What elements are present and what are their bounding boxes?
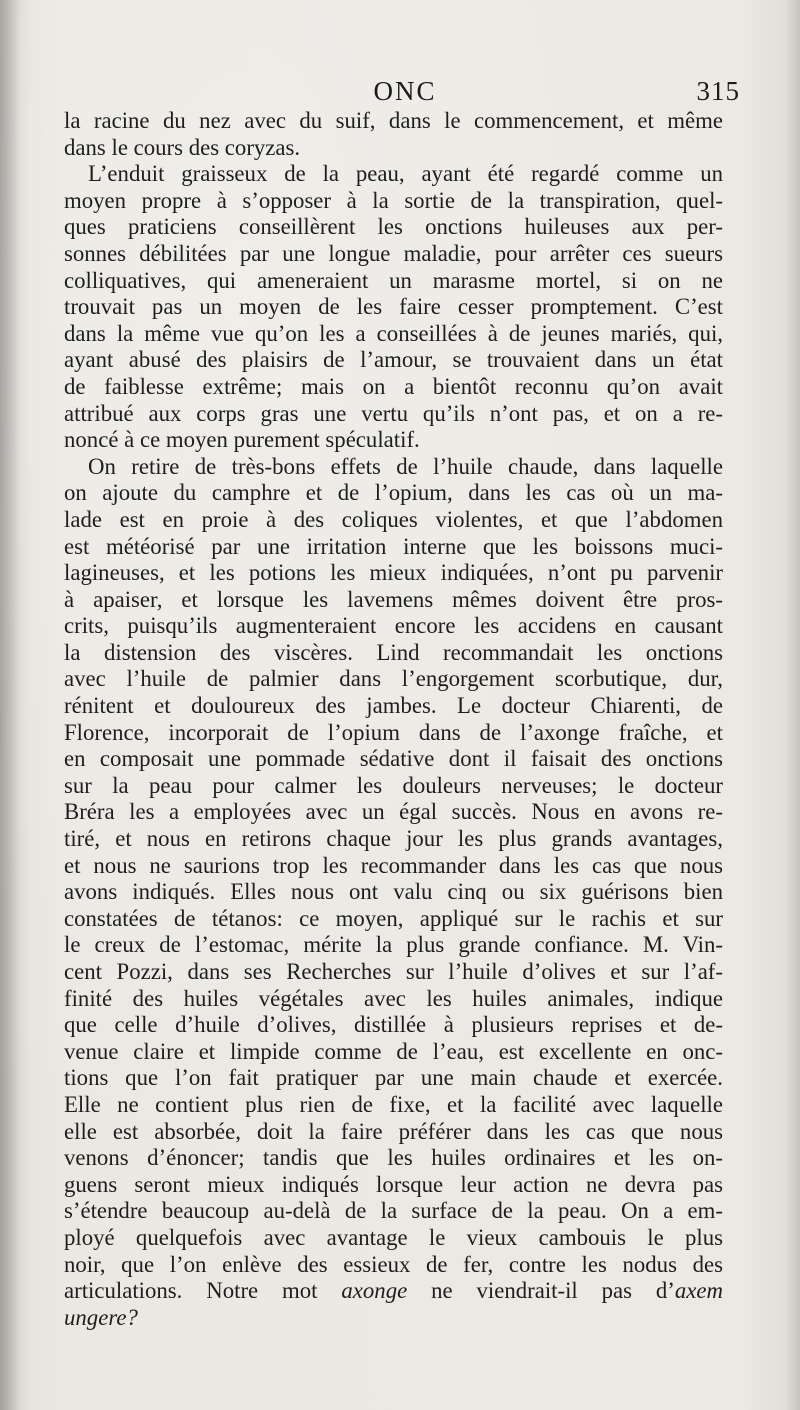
italic-term-axem: axem	[674, 1278, 723, 1304]
text-line: la racine du nez avec du suif, dans le commencement, et même	[64, 108, 723, 133]
text-line: à apaiser, et lorsque les lavemens mêmes doivent être pros-	[64, 586, 723, 612]
text-line: guens seront mieux indiqués lorsque leur action ne devra pas	[64, 1171, 723, 1197]
page-binding-shadow	[0, 0, 20, 1410]
text-line: elle est absorbée, doit la faire préférer dans les cas que nous	[64, 1118, 723, 1144]
page-header	[70, 76, 740, 110]
text-line: lagineuses, et les potions les mieux indiquées, n’ont pu parvenir	[64, 560, 723, 586]
text-line: Florence, incorporait de l’opium dans de l’axonge fraîche, et	[64, 719, 723, 745]
text-line: attribué aux corps gras une vertu qu’ils n’ont pas, et on a re-	[64, 400, 723, 426]
text-line: le creux de l’estomac, mérite la plus grande confiance. M. Vin-	[64, 932, 723, 958]
paragraph-start-line: L’enduit graisseux de la peau, ayant été regardé comme un	[88, 161, 723, 187]
text-line: noir, que l’on enlève des essieux de fer, contre les nodus des	[64, 1251, 723, 1277]
text-line: venons d’énoncer; tandis que les huiles ordinaires et les on-	[64, 1145, 723, 1171]
page-edge-shadow	[786, 0, 800, 1410]
closing-italic-line: ungere?	[64, 1304, 138, 1330]
text-line: colliquatives, qui ameneraient un marasme mortel, si on ne	[64, 267, 723, 293]
italic-term-axonge: axonge	[341, 1278, 408, 1304]
text-line: dans la même vue qu’on les a conseillées à de jeunes mariés, qui,	[64, 320, 723, 346]
text-line: venue claire et limpide comme de l’eau, est excellente en onc-	[64, 1038, 723, 1064]
page-number: 315	[696, 76, 740, 106]
text-line: cent Pozzi, dans ses Recherches sur l’huile d’olives et sur l’af-	[64, 959, 723, 984]
text-line: on ajoute du camphre et de l’opium, dans les cas où un ma-	[64, 480, 723, 506]
text-line: est météorisé par une irritation interne que les boissons muci-	[64, 533, 723, 559]
text-line: tiré, et nous en retirons chaque jour les plus grands avantages,	[64, 826, 723, 852]
text-line: constatées de tétanos: ce moyen, appliqué sur le rachis et sur	[64, 905, 723, 931]
text-line: Elle ne contient plus rien de fixe, et la facilité avec laquelle	[64, 1091, 723, 1117]
text-line: ayant abusé des plaisirs de l’amour, se trouvaient dans un état	[64, 347, 723, 373]
text-line: rénitent et douloureux des jambes. Le docteur Chiarenti, de	[64, 693, 723, 719]
text-line: ployé quelquefois avec avantage le vieux cambouis le plus	[64, 1224, 723, 1250]
text-line: et nous ne saurions trop les recommander dans les cas que nous	[64, 852, 723, 878]
text-line: s’étendre beaucoup au-delà de la surface de la peau. On a em-	[64, 1198, 723, 1224]
text-line: lade est en proie à des coliques violentes, et que l’abdomen	[64, 506, 723, 532]
text-line: moyen propre à s’opposer à la sortie de la transpiration, quel-	[64, 187, 723, 213]
running-head: ONC	[373, 76, 437, 106]
text-line: de faiblesse extrême; mais on a bientôt reconnu qu’on avait	[64, 373, 723, 399]
text-line: avons indiqués. Elles nous ont valu cinq ou six guérisons bien	[64, 879, 723, 905]
text-fragment: articulations. Notre mot	[64, 1278, 342, 1304]
body-text	[64, 108, 723, 1331]
final-text-line	[64, 1278, 723, 1305]
text-line: la distension des viscères. Lind recommandait les onctions	[64, 639, 723, 665]
text-line: sur la peau pour calmer les douleurs nerveuses; le docteur	[64, 772, 723, 798]
text-line: dans le cours des coryzas.	[64, 134, 301, 160]
text-line: noncé à ce moyen purement spéculatif.	[64, 427, 420, 453]
text-line: sonnes débilitées par une longue maladie, pour arrêter ces sueurs	[64, 240, 723, 266]
text-line: en composait une pommade sédative dont il faisait des onctions	[64, 746, 723, 772]
text-line: que celle d’huile d’olives, distillée à plusieurs reprises et de-	[64, 1012, 723, 1038]
text-line: finité des huiles végétales avec les huiles animales, indique	[64, 985, 723, 1011]
text-line: trouvait pas un moyen de les faire cesser promptement. C’est	[64, 294, 723, 320]
text-line: ques praticiens conseillèrent les onctions huileuses aux per-	[64, 214, 723, 240]
text-fragment: ne viendrait-il pas d’	[407, 1278, 675, 1304]
text-line: avec l’huile de palmier dans l’engorgement scorbutique, dur,	[64, 666, 723, 692]
paragraph-start-line: On retire de très-bons effets de l’huile chaude, dans laquelle	[88, 453, 723, 479]
text-line: tions que l’on fait pratiquer par une main chaude et exercée.	[64, 1065, 723, 1091]
text-line: crits, puisqu’ils augmenteraient encore les accidens en causant	[64, 613, 723, 639]
text-line: Bréra les a employées avec un égal succès. Nous en avons re-	[64, 799, 723, 825]
